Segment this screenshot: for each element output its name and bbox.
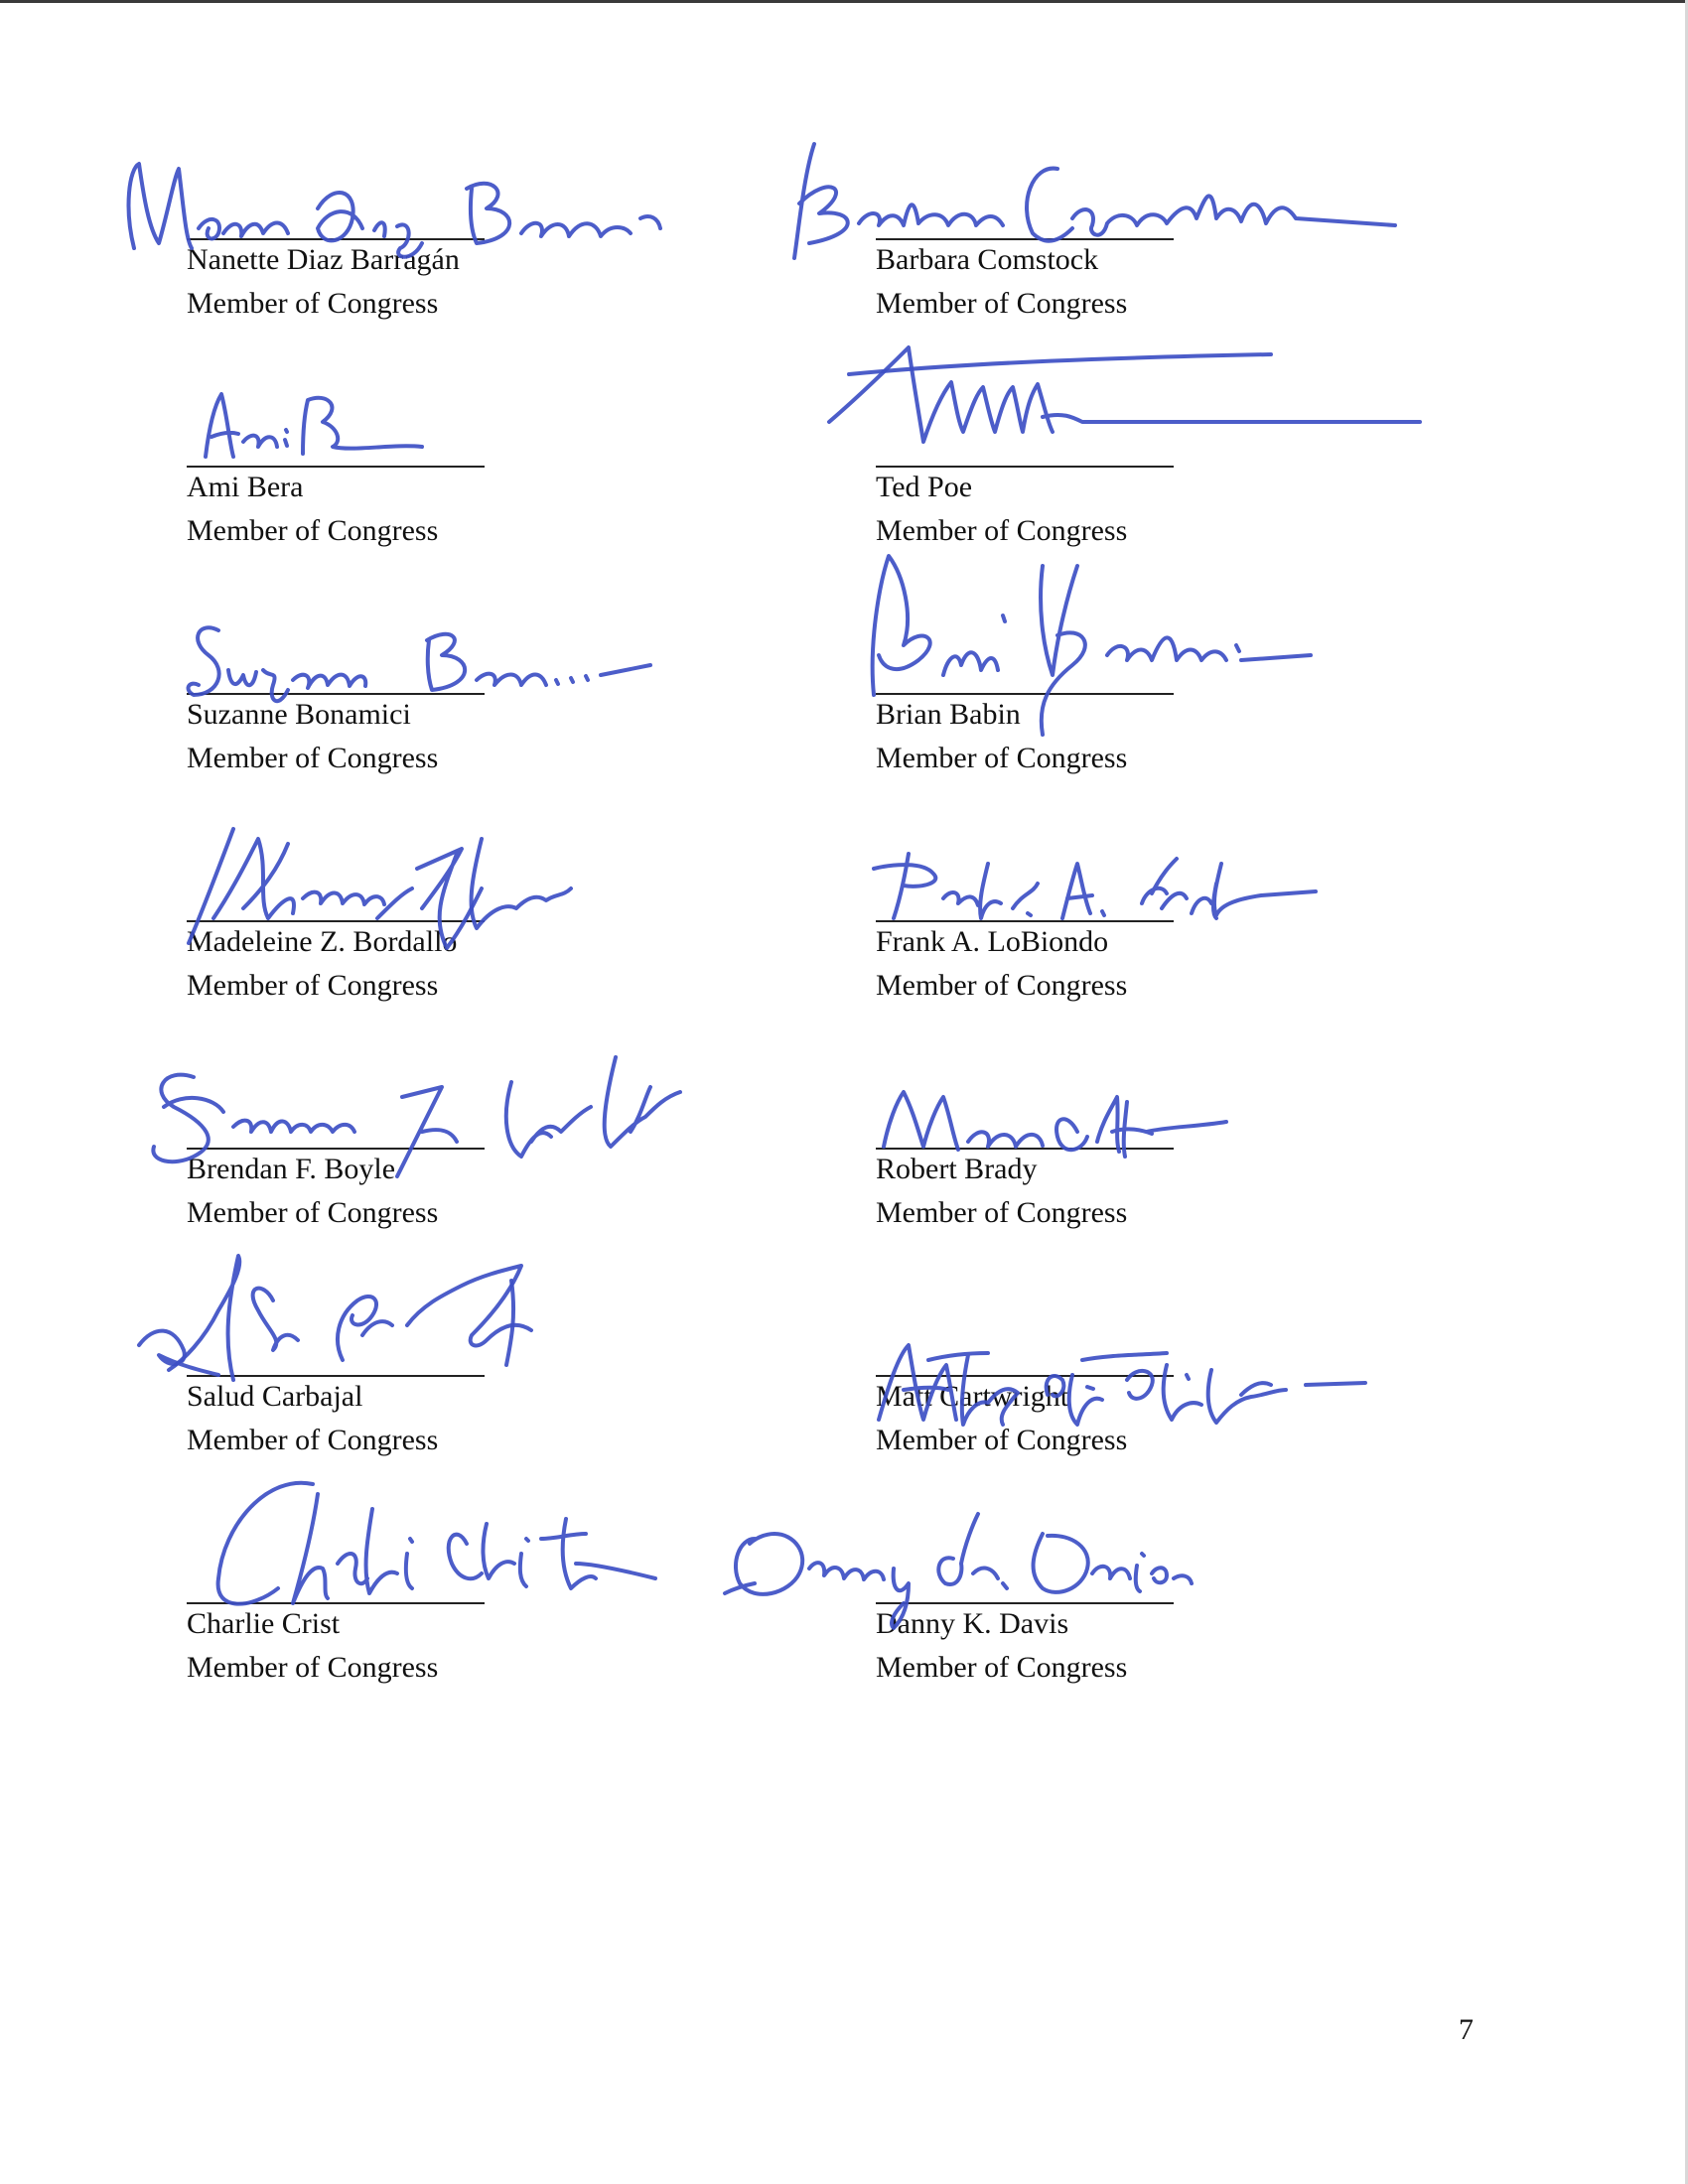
signature-line [187,693,485,695]
signature-line [876,920,1174,922]
signature-line [876,466,1174,468]
signatory-title: Member of Congress [187,1651,439,1684]
signature-line [187,1602,485,1604]
signatory-name: Brendan F. Boyle [187,1153,396,1185]
signatory-name: Nanette Diaz Barragán [187,243,460,276]
signature-block [876,920,1372,1059]
signature-block [187,920,683,1059]
signature-block [187,1602,683,1741]
signature-line [187,238,485,240]
signature-line [876,1375,1174,1377]
signatory-title: Member of Congress [187,1196,439,1229]
signature-line [187,920,485,922]
signatory-name: Madeleine Z. Bordallo [187,925,458,958]
signatory-title: Member of Congress [187,514,439,547]
signature-line [876,1148,1174,1150]
signatory-name: Salud Carbajal [187,1380,363,1413]
signatory-title: Member of Congress [187,969,439,1002]
signature-block [187,1375,683,1514]
page-number: 7 [1459,2013,1474,2046]
signature-block [876,693,1372,832]
signature-block [187,693,683,832]
signatory-name: Danny K. Davis [876,1607,1069,1640]
signatory-name: Robert Brady [876,1153,1038,1185]
signatory-title: Member of Congress [876,969,1128,1002]
signature-block [187,466,683,605]
signature-line [876,1602,1174,1604]
signature-line [876,238,1174,240]
signatory-title: Member of Congress [187,742,439,774]
signatory-title: Member of Congress [876,742,1128,774]
signature-block [187,1148,683,1287]
signature-block [876,238,1372,377]
signature-block [876,1602,1372,1741]
signatory-title: Member of Congress [876,1424,1128,1456]
signatory-name: Ted Poe [876,471,973,503]
signatory-name: Ami Bera [187,471,304,503]
signatory-name: Matt Cartwright [876,1380,1069,1413]
handwritten-signature [194,382,432,472]
signatory-title: Member of Congress [187,1424,439,1456]
signature-line [876,693,1174,695]
signature-block [876,1148,1372,1287]
signatory-title: Member of Congress [876,1651,1128,1684]
signature-line [187,1375,485,1377]
signatory-name: Frank A. LoBiondo [876,925,1109,958]
signature-line [187,466,485,468]
signature-block [187,238,683,377]
handwritten-signature [864,824,1331,933]
page-top-edge [0,0,1688,3]
signature-line [187,1148,485,1150]
signatory-name: Suzanne Bonamici [187,698,411,731]
signature-block [876,466,1372,605]
signatory-name: Brian Babin [876,698,1021,731]
signatory-title: Member of Congress [876,287,1128,320]
signatory-title: Member of Congress [876,1196,1128,1229]
signature-block [876,1375,1372,1514]
signatory-name: Charlie Crist [187,1607,341,1640]
signatory-title: Member of Congress [876,514,1128,547]
signatory-title: Member of Congress [187,287,439,320]
signatory-name: Barbara Comstock [876,243,1099,276]
